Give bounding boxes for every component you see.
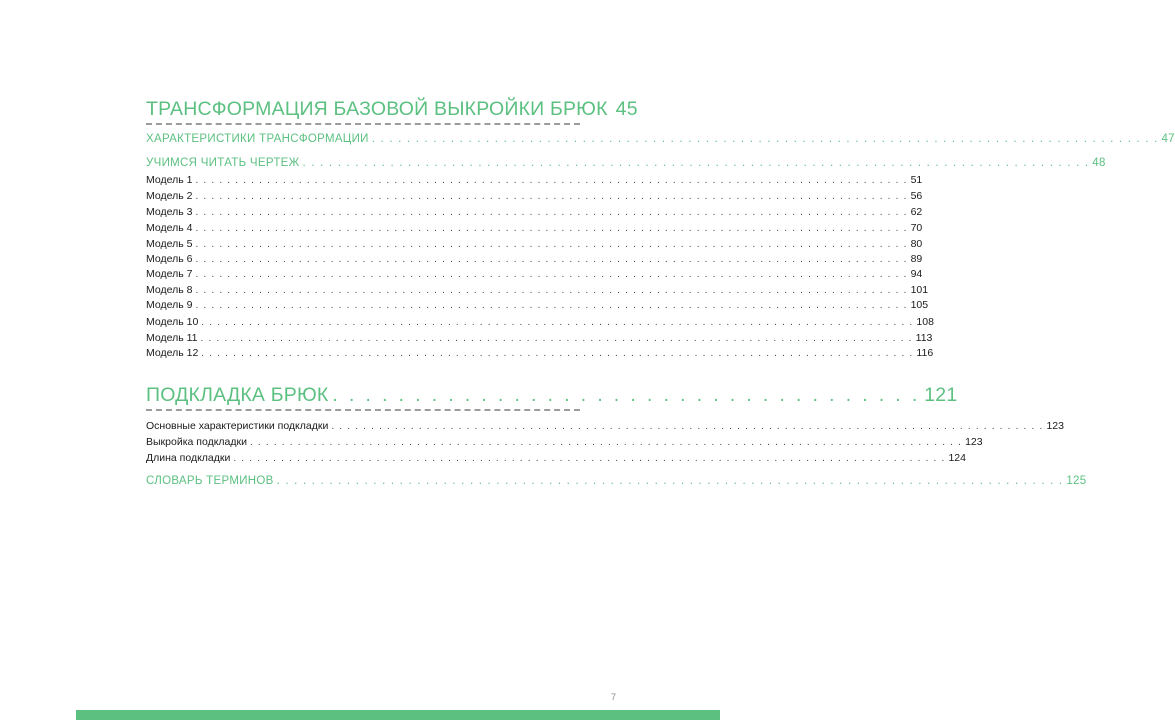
toc-entry-lining-characteristics[interactable]: [146, 420, 1064, 432]
section-heading-trousers-transformation[interactable]: [146, 98, 638, 121]
leader-dots: . . . . . . . . . . . . . . . . . . . . . . . . . . . . . . . . . . . . . . . . . . . . . . . . . . . . . . . . . . . . . . . . . . . . . . . . . . . . . . . . . . . . . . . . . .: [195, 285, 908, 296]
section-title: ПОДКЛАДКА БРЮК: [146, 384, 329, 406]
leader-dots: . . . . . . . . . . . . . . . . . . . . . . . . . . . . . . . . . . . . . . . . . . . . . . . . . . . . . . . . . . . . . . . . . . . . . . . . . . . . . . . . . . . . . . . . . .: [195, 269, 908, 280]
toc-entry-model-10[interactable]: [146, 316, 934, 328]
subsection-title: СЛОВАРЬ ТЕРМИНОВ: [146, 475, 274, 487]
subsection-transformation-characteristics[interactable]: [146, 133, 1175, 145]
entry-page-number: 123: [965, 436, 983, 448]
section-page-number: 45: [615, 98, 638, 120]
leader-dots: . . . . . . . . . . . . . . . . . . . . . . . . . . . . . . . . . . . . . . . . . . . . . . . . . . . . . . . . . . . . . . . . . . . . . . . . . . . . . . . . . . . . . . . . . .: [195, 254, 908, 265]
leader-dots: . . . . . . . . . . . . . . . . . . . . . . . . . . . . . . . . . . . . . . . . . . . . . . . . . . . . . . . . . . . . . . . . . . . . . . . . . . . . . . . . . . . . . . . . . .: [195, 207, 908, 218]
toc-entry-model-6[interactable]: [146, 253, 923, 265]
subsection-title: УЧИМСЯ ЧИТАТЬ ЧЕРТЕЖ: [146, 157, 300, 169]
entry-page-number: 80: [910, 238, 923, 250]
entry-page-number: 51: [910, 174, 923, 186]
leader-dots: . . . . . . . . . . . . . . . . . . . . . . . . . . . . . . . . . . . . . . . . . . . . . . . . . . . . . . . . . . . . . . . . . . . . . . . . . . . . . . . . . . . . . . . . . .: [195, 300, 908, 311]
section-title: ТРАНСФОРМАЦИЯ БАЗОВОЙ ВЫКРОЙКИ БРЮК: [146, 98, 608, 120]
subsection-page-number: 125: [1066, 475, 1087, 487]
toc-entry-lining-pattern[interactable]: [146, 436, 983, 448]
entry-page-number: 62: [910, 206, 923, 218]
leader-dots: . . . . . . . . . . . . . . . . . . . . . . . . . . . . . . . . . . . . . . . . . . . . . . . . . . . . . . . . . . . . . . . . . . . . . . . . . . . . . . . . . . . . . . . . . .: [371, 133, 1159, 145]
entry-label: Модель 4: [146, 222, 193, 234]
entry-label: Модель 11: [146, 332, 198, 344]
subsection-page-number: 48: [1092, 157, 1106, 169]
entry-label: Модель 3: [146, 206, 193, 218]
entry-label: Модель 6: [146, 253, 193, 265]
entry-page-number: 124: [948, 452, 966, 464]
leader-dots: . . . . . . . . . . . . . . . . . . . . . . . . . . . . . . . . . . . . . . . . . . . . . . . . . . . . . . . . . . . . . . . . . . . . . . . . . . . . . . . . . . . . . . . . . .: [302, 157, 1090, 169]
entry-label: Модель 12: [146, 347, 199, 359]
entry-label: Выкройка подкладки: [146, 436, 247, 448]
entry-page-number: 105: [910, 299, 929, 311]
section-heading-trousers-lining[interactable]: [146, 384, 958, 407]
toc-entry-model-8[interactable]: [146, 284, 929, 296]
subsection-reading-drawing[interactable]: [146, 157, 1106, 169]
entry-page-number: 70: [910, 222, 923, 234]
leader-dots: . . . . . . . . . . . . . . . . . . . . . . . . . . . . . . . . . . . . . . . . . . . . . . . . . . . . . . . . . . . . . . . . . . . . . . . . . . . . . . . . . . . . . . . . . .: [195, 191, 908, 202]
leader-dots: . . . . . . . . . . . . . . . . . . . . . . . . . . . . . . . . . . . . . . . . . . . . . . . . . . . . . . . . . . . . . . . . . . . . . . . . . . . . . . . . . . . . . . . . . .: [200, 333, 913, 344]
toc-entry-model-11[interactable]: [146, 332, 933, 344]
entry-page-number: 123: [1046, 420, 1064, 432]
entry-page-number: 108: [916, 316, 934, 328]
subsection-title: ХАРАКТЕРИСТИКИ ТРАНСФОРМАЦИИ: [146, 133, 369, 145]
entry-label: Основные характеристики подкладки: [146, 420, 329, 432]
entry-page-number: 56: [910, 190, 923, 202]
toc-entry-model-9[interactable]: [146, 299, 929, 311]
entry-label: Модель 1: [146, 174, 193, 186]
leader-dots: . . . . . . . . . . . . . . . . . . . . . . . . . . . . . . . . . . . . . . . . . . . . . . . . . . . . . . . . . . . . . . . . . . . . . . . . . . . . . . . . . . . . . . . . . .: [195, 239, 908, 250]
entry-label: Модель 8: [146, 284, 193, 296]
entry-label: Модель 10: [146, 316, 199, 328]
leader-dots: . . . . . . . . . . . . . . . . . . . . . . . . . . . . . . . . . . . . . . . . . . . . . . . . . . . . . . . . . . . . . . . . . . . . . . . . . . . . . . . . . . . . . . . . . .: [331, 421, 1044, 432]
entry-page-number: 116: [916, 347, 934, 359]
leader-dots: . . . . . . . . . . . . . . . . . . . . . . . . . . . . . . . . . . . . . . . . . . . . . . . . . . . . . . . . . . . . . . . . . . . . . . . . . . . . . . . . . . . . . . . . . .: [201, 317, 914, 328]
leader-dots: . . . . . . . . . . . . . . . . . . . . . . . . . . . . . . . . . . . . . . . . . . . . . . . . . . . . . . . . . . . . . . . . . . . . . . . . . . . . . . . . . . . . . . . . . .: [201, 348, 914, 359]
leader-dots: . . . . . . . . . . . . . . . . . . . . . . . . . . . . . . . . . . . . . . . . . . . . . . . . . . . . . . . . . . . . . . . . . . . . . . . . . . . . . . . . . . . . . . . . . .: [233, 453, 946, 464]
leader-dots: . . . . . . . . . . . . . . . . . . . . . . . . . . . . . . . . . . . . . . . . . . . . . . . . . . . . . . . . . . . . . . . . . . . . . . . . . . . . . . . . . . . . . . . . . .: [195, 175, 908, 186]
toc-entry-model-4[interactable]: [146, 222, 923, 234]
leader-dots: . . . . . . . . . . . . . . . . . . . . . . . . . . . . . . . . . . . . . . . . . . . . . . . . . . . . . . . . . . . . . . . . . . . . . . . . . . . . . . . . . . . . . . . . . .: [249, 437, 963, 448]
entry-label: Модель 9: [146, 299, 193, 311]
entry-label: Длина подкладки: [146, 452, 231, 464]
leader-dots: . . . . . . . . . . . . . . . . . . . . . . . . . . . . . . . . . . . . . . . . . . . . . . . . . . . . . . . . . . . . . . . . . . . . . . . . . . . . . . . . . . . . . . . . . .: [195, 223, 908, 234]
section-divider: [146, 123, 580, 125]
entry-page-number: 101: [910, 284, 929, 296]
subsection-page-number: 47: [1161, 133, 1175, 145]
toc-entry-model-5[interactable]: [146, 238, 923, 250]
entry-page-number: 113: [915, 332, 933, 344]
leader-dots: . . . . . . . . . . . . . . . . . . . . . . . . . . . . . . . . . . . .: [332, 385, 921, 406]
entry-page-number: 94: [910, 268, 923, 280]
toc-entry-model-2[interactable]: [146, 190, 923, 202]
section-page-number: 121: [924, 384, 958, 406]
leader-dots: . . . . . . . . . . . . . . . . . . . . . . . . . . . . . . . . . . . . . . . . . . . . . . . . . . . . . . . . . . . . . . . . . . . . . . . . . . . . . . . . . . . . . . . . . .: [276, 475, 1064, 487]
toc-entry-model-3[interactable]: [146, 206, 923, 218]
toc-entry-model-12[interactable]: [146, 347, 934, 359]
toc-entry-lining-length[interactable]: [146, 452, 966, 464]
toc-entry-model-1[interactable]: [146, 174, 923, 186]
section-divider: [146, 409, 580, 411]
toc-entry-model-7[interactable]: [146, 268, 923, 280]
subsection-glossary[interactable]: [146, 475, 1087, 487]
entry-page-number: 89: [910, 253, 923, 265]
entry-label: Модель 2: [146, 190, 193, 202]
entry-label: Модель 7: [146, 268, 193, 280]
page-folio: 7: [611, 692, 617, 702]
footer-accent-bar: [76, 710, 720, 720]
entry-label: Модель 5: [146, 238, 193, 250]
